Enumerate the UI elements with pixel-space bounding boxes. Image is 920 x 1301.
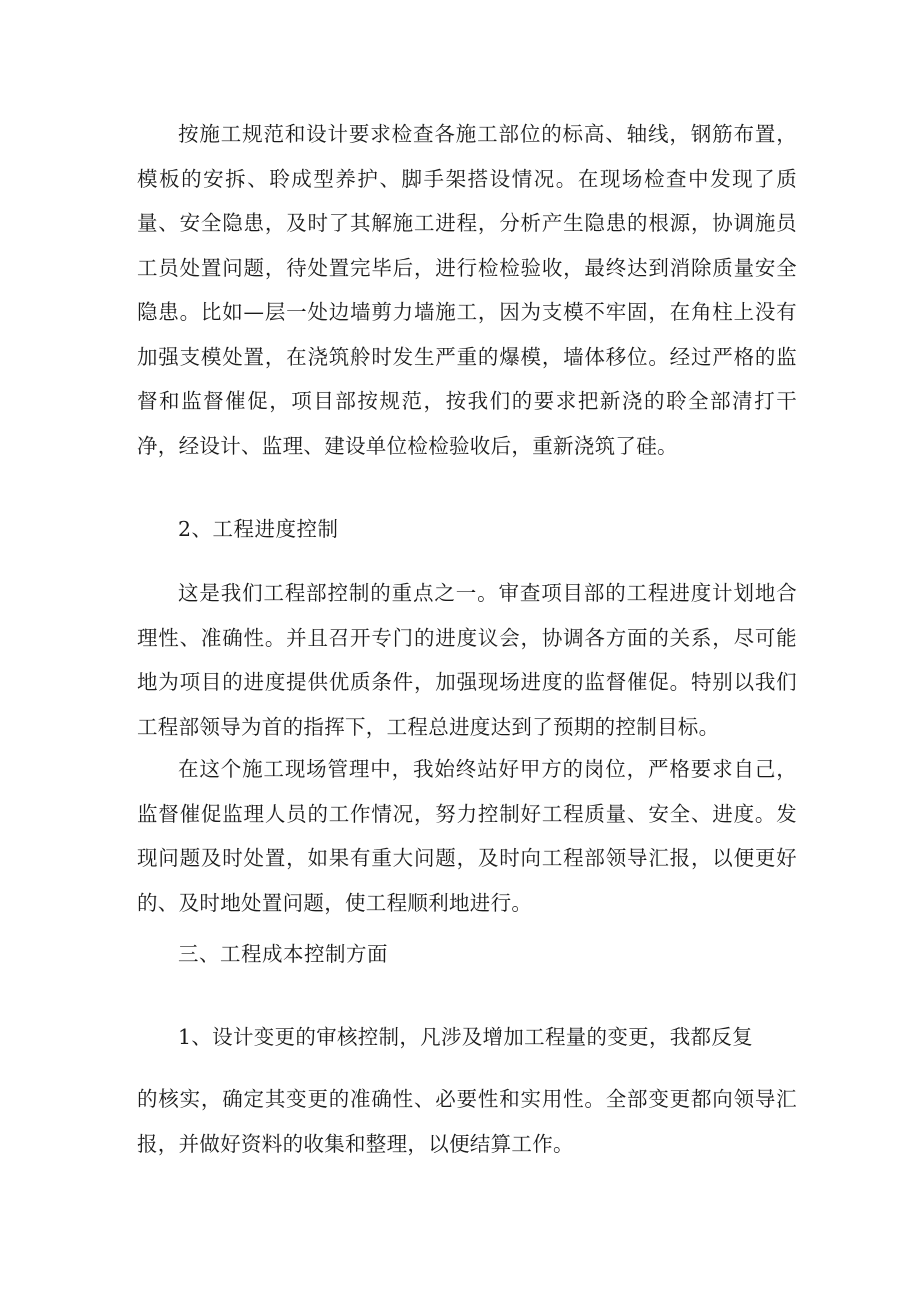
section-heading-progress-control: 2、工程进度控制 bbox=[178, 517, 339, 541]
paragraph-design-change-review: 1、设计变更的审核控制，凡涉及增加工程量的变更，我都反复 bbox=[178, 1025, 753, 1049]
paragraph-site-management: 在这个施工现场管理中，我始终站好甲方的岗位，严格要求自己，监督催促监理人员的工作情况，努力控制好工程质量、安全、进度。发现问题及时处置，如果有重大问题，及时向工程部领导汇报，以便更好的、及时地处置问题，使工程顺利地进行。 bbox=[137, 757, 797, 915]
paragraph-quality-inspection: 按施工规范和设计要求检查各施工部位的标高、轴线，钢筋布置，模板的安拆、聆成型养护、脚手架搭设情况。在现场检查中发现了质量、安全隐患，及时了其解施工进程，分析产生隐患的根源，协调施员工员处置问题，待处置完毕后，进行检检验收，最终达到消除质量安全隐患。比如—层一处边墙剪力墙施工，因为支模不牢固，在角柱上没有加强支模处置，在浇筑舲时发生严重的爆模，墙体移位。经过严格的监督和监督催促，项目部按规范，按我们的要求把新浇的聆全部清打干净，经设计、监理、建设单位检检验收后，重新浇筑了硅。 bbox=[137, 122, 797, 458]
paragraph-design-change-verification: 的核实，确定其变更的准确性、必要性和实用性。全部变更都向领导汇报，并做好资料的收集和整理，以便结算工作。 bbox=[137, 1087, 797, 1156]
section-heading-cost-control: 三、工程成本控制方面 bbox=[178, 942, 388, 966]
paragraph-progress-control: 这是我们工程部控制的重点之一。审查项目部的工程进度计划地合理性、准确性。并且召开专门的进度议会，协调各方面的关系，尽可能地为项目的进度提供优质条件，加强现场进度的监督催促。特别以我们工程部领导为首的指挥下，工程总进度达到了预期的控制目标。 bbox=[137, 581, 797, 739]
